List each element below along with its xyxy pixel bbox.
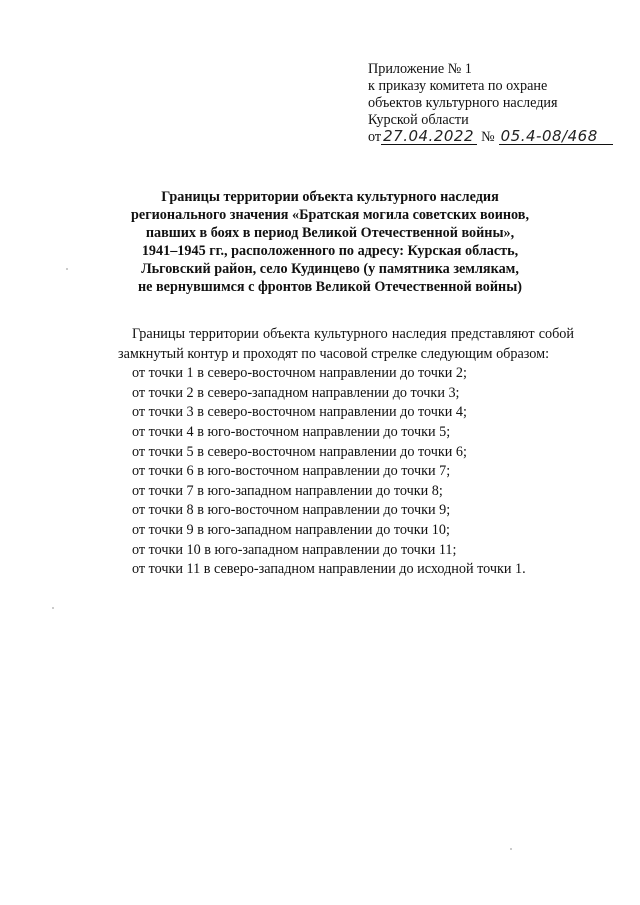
list-item: от точки 8 в юго-восточном направлении до точки 9; xyxy=(132,502,451,519)
scan-speck xyxy=(66,268,68,270)
handwritten-date: 27.04.2022 xyxy=(381,129,477,145)
list-item: от точки 3 в северо-восточном направлении до точки 4; xyxy=(132,404,467,421)
list-item: от точки 6 в юго-восточном направлении до точки 7; xyxy=(132,463,451,480)
appendix-committee: объектов культурного наследия xyxy=(368,95,558,111)
document-title xyxy=(95,188,565,297)
title-line: Границы территории объекта культурного наследия xyxy=(161,189,499,205)
list-item: от точки 2 в северо-западном направлении до точки 3; xyxy=(132,384,460,401)
title-line: регионального значения «Братская могила советских воинов, xyxy=(131,207,529,224)
from-label: от xyxy=(368,129,382,145)
appendix-order-ref: к приказу комитета по охране xyxy=(368,78,548,94)
boundary-points-list xyxy=(118,364,574,580)
number-label: № xyxy=(481,129,495,145)
list-item: от точки 1 в северо-восточном направлении до точки 2; xyxy=(132,365,467,382)
appendix-number: Приложение № 1 xyxy=(368,61,472,77)
title-line: павших в боях в период Великой Отечественной войны», xyxy=(145,225,515,242)
scan-speck xyxy=(510,848,512,850)
title-line: не вернувшимся с фронтов Великой Отечественной войны) xyxy=(138,279,522,296)
list-item: от точки 11 в северо-западном направлении до исходной точки 1. xyxy=(132,561,526,578)
handwritten-order-number: 05.4-08/468 xyxy=(499,129,613,145)
scan-speck xyxy=(52,607,54,609)
title-line: 1941–1945 гг., расположенного по адресу: Курская область, xyxy=(141,243,519,260)
document-body xyxy=(118,325,574,580)
intro-paragraph: Границы территории объекта культурного наследия представляют собой замкнутый контур и проходят по часовой стрелке следующим образом: xyxy=(118,326,574,362)
appendix-region: Курской области xyxy=(368,112,469,128)
list-item: от точки 5 в северо-восточном направлении до точки 6; xyxy=(132,443,467,460)
list-item: от точки 4 в юго-восточном направлении до точки 5; xyxy=(132,423,451,440)
list-item: от точки 10 в юго-западном направлении до точки 11; xyxy=(132,541,457,558)
title-line: Льговский район, село Кудинцево (у памятника землякам, xyxy=(141,261,519,278)
appendix-header xyxy=(368,61,618,146)
list-item: от точки 7 в юго-западном направлении до точки 8; xyxy=(132,482,443,499)
order-date-number-row xyxy=(368,129,618,146)
list-item: от точки 9 в юго-западном направлении до точки 10; xyxy=(132,521,450,538)
